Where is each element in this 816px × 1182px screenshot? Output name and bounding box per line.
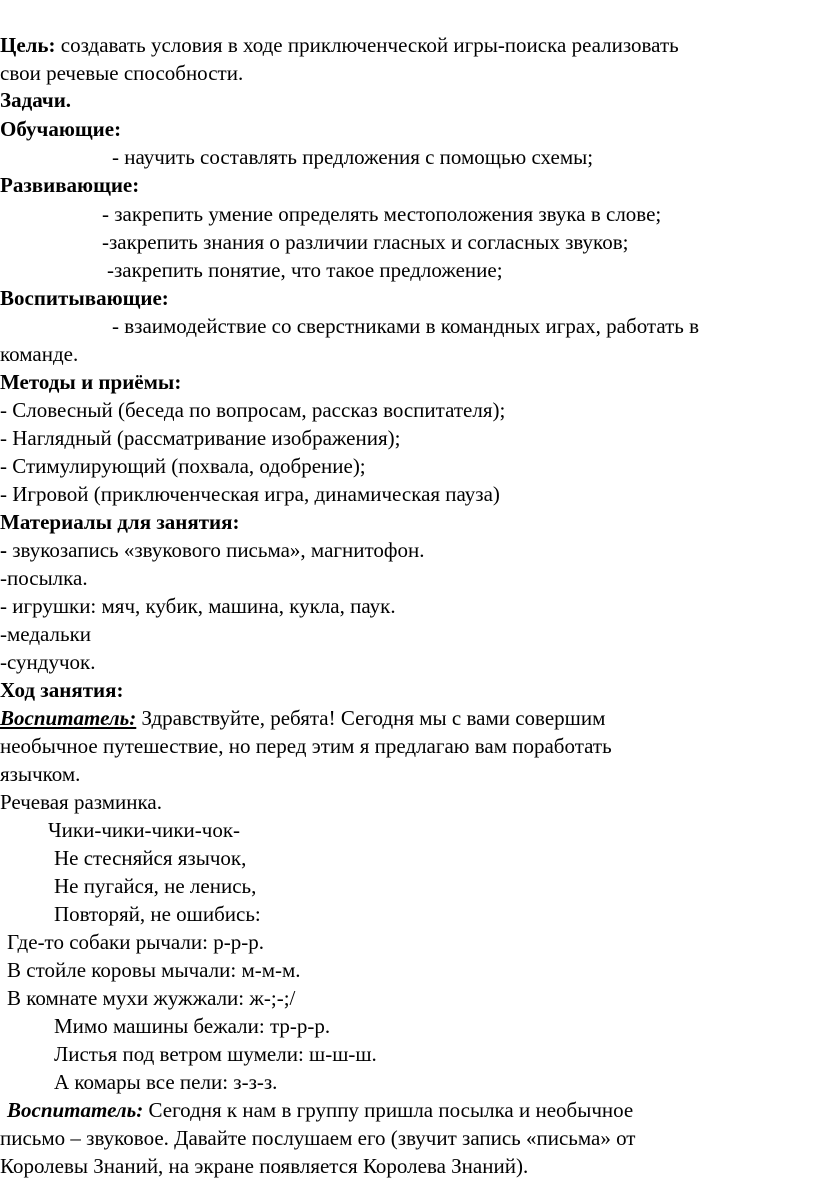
poem-line: В стойле коровы мычали: м-м-м. xyxy=(7,958,301,982)
teaching-heading: Обучающие: xyxy=(0,117,122,141)
poem-line: Мимо машины бежали: тр-р-р. xyxy=(54,1014,331,1038)
poem-line: Чики-чики-чики-чок- xyxy=(48,818,241,842)
methods-item: - Игровой (приключенческая игра, динамическая пауза) xyxy=(0,482,500,506)
poem-line: А комары все пели: з-з-з. xyxy=(54,1070,278,1094)
lesson-heading: Ход занятия: xyxy=(0,678,124,702)
methods-item: - Наглядный (рассматривание изображения); xyxy=(0,426,401,450)
teacher-speech: Здравствуйте, ребята! Сегодня мы с вами совершим xyxy=(136,706,606,730)
materials-heading: Материалы для занятия: xyxy=(0,510,240,534)
goal-label: Цель: xyxy=(0,33,56,57)
poem-line: Листья под ветром шумели: ш-ш-ш. xyxy=(54,1042,377,1066)
warmup-title: Речевая разминка. xyxy=(0,790,162,814)
poem-line: Где-то собаки рычали: р-р-р. xyxy=(7,930,264,954)
teacher-label: Воспитатель: xyxy=(0,706,137,730)
teacher-label: Воспитатель: xyxy=(7,1098,144,1122)
materials-item: -посылка. xyxy=(0,566,88,590)
developing-item: -закрепить знания о различии гласных и согласных звуков; xyxy=(102,230,629,254)
educating-text-1: - взаимодействие со сверстниками в командных играх, работать в xyxy=(112,314,700,338)
developing-item: -закрепить понятие, что такое предложение; xyxy=(107,258,503,282)
materials-first-text: звукозапись «звукового письма», магнитофон. xyxy=(7,538,425,562)
lesson-paragraph-1-line-1 xyxy=(0,704,605,732)
materials-item: -медальки xyxy=(0,622,92,646)
poem-line: Повторяй, не ошибись: xyxy=(54,902,261,926)
lesson-paragraph-2-line-1 xyxy=(7,1096,633,1124)
goal-line-1 xyxy=(0,31,679,59)
methods-item: - Стимулирующий (похвала, одобрение); xyxy=(0,454,366,478)
goal-line-2: свои речевые способности. xyxy=(0,61,244,85)
lesson-paragraph-1-line-2: необычное путешествие, но перед этим я предлагаю вам поработать xyxy=(0,734,612,758)
developing-heading: Развивающие: xyxy=(0,173,140,197)
lesson-paragraph-2-line-2: письмо – звуковое. Давайте послушаем его (звучит запись «письма» от xyxy=(0,1126,636,1150)
goal-text: создавать условия в ходе приключенческой игры-поиска реализовать xyxy=(55,33,679,57)
tasks-heading: Задачи. xyxy=(0,88,72,112)
poem-line: Не стесняйся язычок, xyxy=(54,846,247,870)
poem-line: Не пугайся, не ленись, xyxy=(54,874,257,898)
materials-item: - игрушки: мяч, кубик, машина, кукла, паук. xyxy=(0,594,396,618)
methods-item: - Словесный (беседа по вопросам, рассказ воспитателя); xyxy=(0,398,506,422)
materials-dash: - xyxy=(0,538,7,562)
poem-line: В комнате мухи жужжали: ж-;-;/ xyxy=(7,986,296,1010)
teaching-item: - научить составлять предложения с помощью схемы; xyxy=(112,145,594,169)
materials-item-first xyxy=(0,536,424,564)
methods-heading: Методы и приёмы: xyxy=(0,370,182,394)
developing-item: - закрепить умение определять местоположения звука в слове; xyxy=(102,202,662,226)
teacher-speech: Сегодня к нам в группу пришла посылка и необычное xyxy=(143,1098,634,1122)
lesson-paragraph-1-line-3: язычком. xyxy=(0,762,81,786)
lesson-paragraph-2-line-3: Королевы Знаний, на экране появляется Королева Знаний). xyxy=(0,1154,529,1178)
educating-heading: Воспитывающие: xyxy=(0,286,169,310)
materials-item: -сундучок. xyxy=(0,650,96,674)
educating-text-2: команде. xyxy=(0,342,79,366)
